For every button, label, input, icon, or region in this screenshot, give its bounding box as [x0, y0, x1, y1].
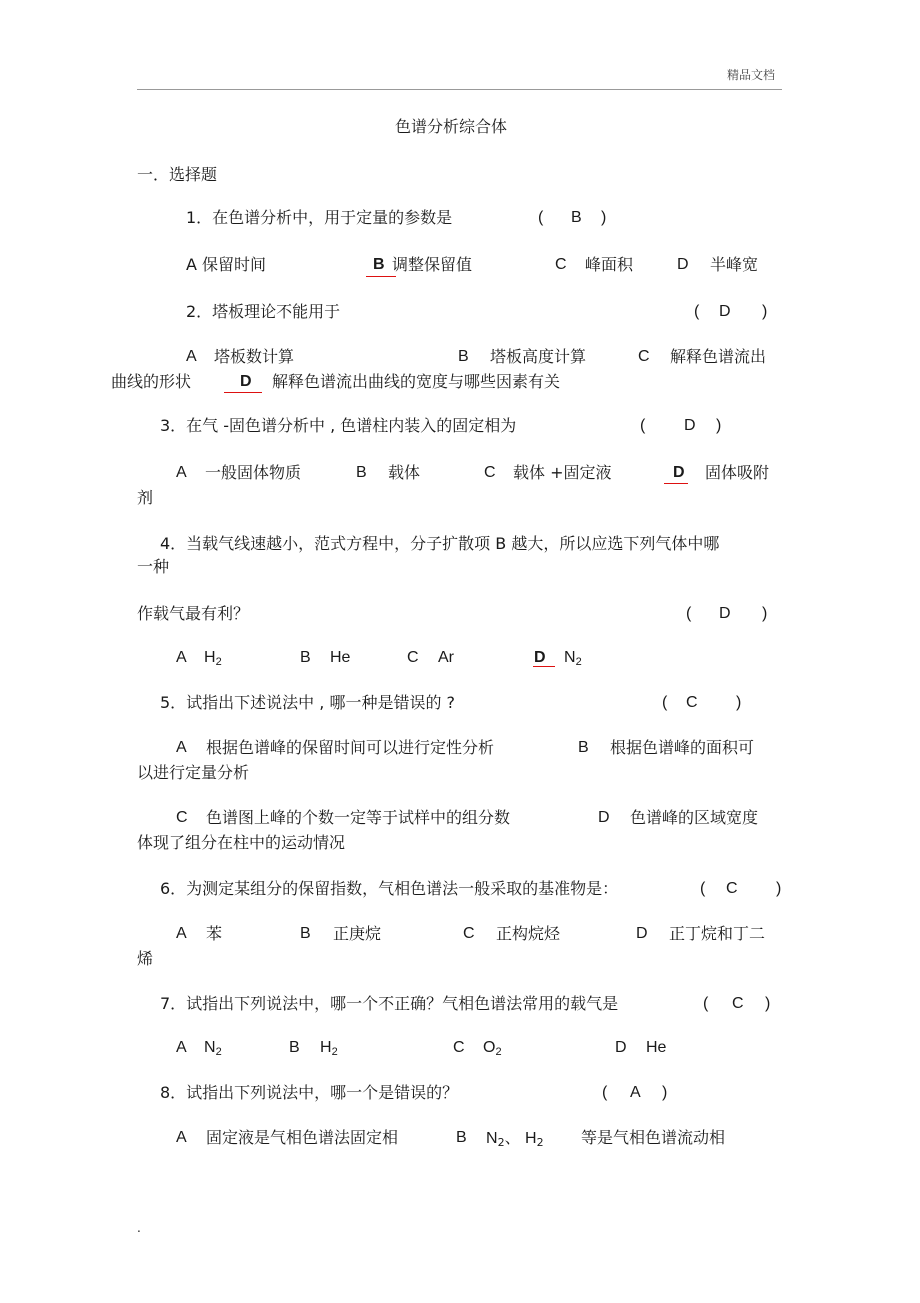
q5-option-d-text: 色谱峰的区域宽度: [630, 808, 759, 827]
q2-option-c-text: 解释色谱流出: [670, 347, 767, 366]
q5-option-b-continued: 以进行定量分析: [137, 763, 250, 782]
q6-option-c-letter: C: [463, 925, 475, 942]
q4-option-b-letter: B: [300, 649, 311, 666]
q8-stem: 8．试指出下列说法中，哪一个是错误的？: [160, 1083, 459, 1102]
q7-stem: 7．试指出下列说法中，哪一个不正确？气相色谱法常用的载气是: [160, 994, 619, 1013]
q7-option-d-letter: D: [615, 1039, 627, 1056]
q2-option-a-text: 塔板数计算: [214, 347, 295, 366]
q5-paren-right: ): [736, 694, 742, 711]
page-title: 色谱分析综合体: [395, 117, 508, 136]
q2-answer: D: [719, 303, 731, 320]
q1-answer-underline: [366, 276, 396, 277]
q1-option-d-text: 半峰宽: [710, 255, 759, 274]
q2-option-c-continued: 曲线的形状: [111, 372, 192, 391]
q4-option-c-letter: C: [407, 649, 419, 666]
q3-option-a-letter: A: [176, 464, 187, 481]
q8-option-b-text: 等是气相色谱流动相: [581, 1128, 726, 1147]
section-heading: 一．选择题: [137, 165, 218, 184]
q1-option-b-text: 调整保留值: [392, 255, 473, 274]
q3-option-b-letter: B: [356, 464, 367, 481]
q4-answer: D: [719, 605, 731, 622]
q1-option-c-text: 峰面积: [585, 255, 634, 274]
q4-option-d-letter: D: [534, 649, 546, 666]
q1-paren-left: (: [538, 209, 544, 226]
q3-stem: 3．在气 -固色谱分析中 , 色谱柱内装入的固定相为: [160, 416, 517, 435]
q3-paren-right: ): [716, 417, 722, 434]
q7-option-c-text: O2: [483, 1039, 502, 1058]
q7-option-d-text: He: [646, 1039, 667, 1056]
q4-stem-continued: 一种: [137, 557, 170, 576]
q2-option-b-text: 塔板高度计算: [490, 347, 587, 366]
header-label: 精品文档: [727, 68, 776, 82]
q5-answer: C: [686, 694, 698, 711]
q5-option-a-text: 根据色谱峰的保留时间可以进行定性分析: [206, 738, 495, 757]
q6-option-d-text: 正丁烷和丁二: [669, 924, 766, 943]
q2-option-a-letter: A: [186, 348, 197, 365]
q6-option-a-letter: A: [176, 925, 187, 942]
q3-answer-underline: [664, 483, 688, 484]
q6-option-c-text: 正构烷烃: [496, 924, 561, 943]
q5-paren-left: (: [662, 694, 668, 711]
q5-option-b-letter: B: [578, 739, 589, 756]
q5-option-c-text: 色谱图上峰的个数一定等于试样中的组分数: [206, 808, 511, 827]
q4-stem-continued-2: 作载气最有利？: [137, 604, 250, 623]
q7-paren-right: ): [765, 995, 771, 1012]
q4-option-a-letter: A: [176, 649, 187, 666]
q1-option-c-letter: C: [555, 256, 567, 273]
q2-option-b-letter: B: [458, 348, 469, 365]
header-divider: [137, 89, 782, 90]
q6-option-b-letter: B: [300, 925, 311, 942]
q3-answer: D: [684, 417, 696, 434]
q3-option-b-text: 载体: [388, 463, 421, 482]
q8-option-a-text: 固定液是气相色谱法固定相: [206, 1128, 399, 1147]
q1-option-b-letter: B: [373, 256, 385, 273]
q6-paren-left: (: [700, 880, 706, 897]
q1-option-a: A 保留时间: [186, 255, 267, 274]
q6-option-d-continued: 烯: [137, 949, 154, 968]
q6-option-d-letter: D: [636, 925, 648, 942]
q1-stem: 1．在色谱分析中，用于定量的参数是: [186, 208, 453, 227]
q2-paren-left: (: [694, 303, 700, 320]
q5-option-d-letter: D: [598, 809, 610, 826]
q1-answer: B: [571, 209, 582, 226]
q3-option-d-letter: D: [673, 464, 685, 481]
q6-stem: 6．为测定某组分的保留指数，气相色谱法一般采取的基准物是：: [160, 879, 619, 898]
q2-option-c-letter: C: [638, 348, 650, 365]
q8-paren-right: ): [662, 1084, 668, 1101]
q4-option-a-text: H2: [204, 649, 222, 668]
q3-option-c-text: 载体 +固定液: [513, 463, 612, 482]
q7-option-b-text: H2: [320, 1039, 338, 1058]
q4-paren-right: ): [762, 605, 768, 622]
q2-option-d-text: 解释色谱流出曲线的宽度与哪些因素有关: [272, 372, 561, 391]
q4-paren-left: (: [686, 605, 692, 622]
q4-option-d-text: N2: [564, 649, 582, 668]
q7-option-b-letter: B: [289, 1039, 300, 1056]
footer-dot: .: [137, 1221, 141, 1235]
q3-option-d-continued: 剂: [137, 488, 154, 507]
q3-paren-left: (: [640, 417, 646, 434]
q5-option-b-text: 根据色谱峰的面积可: [610, 738, 755, 757]
q4-answer-underline: [533, 666, 555, 667]
q2-answer-underline: [224, 392, 262, 393]
q1-paren-right: ): [601, 209, 607, 226]
q2-paren-right: ): [762, 303, 768, 320]
q3-option-c-letter: C: [484, 464, 496, 481]
q7-option-a-text: N2: [204, 1039, 222, 1058]
q8-option-b-letter: B: [456, 1129, 467, 1146]
q7-option-c-letter: C: [453, 1039, 465, 1056]
q3-option-d-text: 固体吸附: [705, 463, 770, 482]
q4-option-b-text: He: [330, 649, 351, 666]
q6-paren-right: ): [776, 880, 782, 897]
q6-answer: C: [726, 880, 738, 897]
q5-option-d-continued: 体现了组分在柱中的运动情况: [137, 833, 346, 852]
q4-option-c-text: Ar: [438, 649, 454, 666]
q2-option-d-letter: D: [240, 373, 252, 390]
q7-answer: C: [732, 995, 744, 1012]
q8-option-a-letter: A: [176, 1129, 187, 1146]
q5-option-c-letter: C: [176, 809, 188, 826]
q1-option-d-letter: D: [677, 256, 689, 273]
q7-option-a-letter: A: [176, 1039, 187, 1056]
q8-answer: A: [630, 1084, 641, 1101]
q8-paren-left: (: [602, 1084, 608, 1101]
q8-option-b-formula: N2、 H2: [486, 1130, 544, 1149]
q5-option-a-letter: A: [176, 739, 187, 756]
q4-stem: 4．当载气线速越小，范式方程中，分子扩散项 B 越大，所以应选下列气体中哪: [160, 534, 720, 553]
q2-stem: 2．塔板理论不能用于: [186, 302, 341, 321]
q3-option-a-text: 一般固体物质: [205, 463, 302, 482]
q5-stem: 5．试指出下述说法中 , 哪一种是错误的 ?: [160, 693, 456, 712]
q6-option-b-text: 正庚烷: [333, 924, 382, 943]
q6-option-a-text: 苯: [206, 924, 223, 943]
q7-paren-left: (: [703, 995, 709, 1012]
